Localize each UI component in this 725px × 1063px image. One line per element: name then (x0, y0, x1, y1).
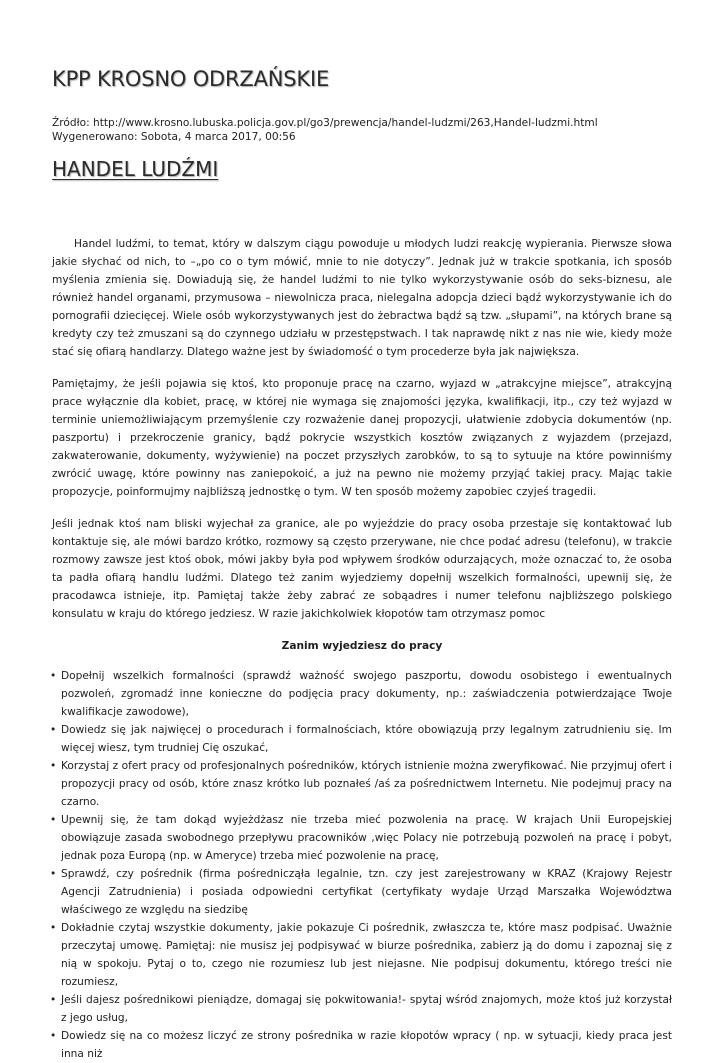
list-item-text: Jeśli dajesz pośrednikowi pieniądze, domagaj się pokwitowania!- spytaj wśród znajomych, może ktoś już korzystał z jego usług, (61, 994, 672, 1024)
generated-line: Wygenerowano: Sobota, 4 marca 2017, 00:56 (52, 131, 296, 143)
site-title: KPP KROSNO ODRZAŃSKIE (52, 67, 330, 91)
list-item (52, 811, 672, 865)
list-item-text: Dokładnie czytaj wszystkie dokumenty, jakie pokazuje Ci pośrednik, zwłaszcza te, które masz podpisać. Uważnie przeczytaj umowę. Pamiętaj: nie musisz jej podpisywać w biurze pośrednika, zabierz ją do domu i zapoznaj się z nią w spokoju. Pytaj o to, czego nie rozumiesz lub jest niejasne. Nie podpisuj dokumentu, którego treści nie rozumiesz, (61, 922, 672, 988)
article-title: HANDEL LUDŹMI (52, 157, 219, 181)
tips-list (52, 667, 672, 1063)
bullet-icon: • (50, 760, 57, 772)
list-item-text: Upewnij się, że tam dokąd wyjeżdżasz nie trzeba mieć pozwolenia na pracę. W krajach Unii Europejskiej obowiązuje zasada swobodnego przepływu pracowników ,więc Polacy nie potrzebują pozwoleń na pracę i pobyt, jednak poza Europą (np. w Ameryce) trzeba mieć pozwolenie na pracę, (61, 814, 672, 862)
bullet-icon: • (50, 922, 57, 934)
bullet-icon: • (50, 670, 57, 682)
bullet-icon: • (50, 724, 57, 736)
list-item (52, 667, 672, 721)
source-line: Źródło: http://www.krosno.lubuska.policja.gov.pl/go3/prewencja/handel-ludzmi/263,Handel-ludzmi.html (52, 117, 598, 129)
bullet-icon: • (50, 1030, 57, 1042)
list-item (52, 757, 672, 811)
list-item (52, 1027, 672, 1063)
bullet-icon: • (50, 814, 57, 826)
list-item-text: Dowiedz się jak najwięcej o procedurach i formalnościach, które obowiązują przy legalnym zatrudnieniu się. Im więcej wiesz, tym trudniej Cię oszukać, (61, 724, 672, 754)
list-item (52, 919, 672, 991)
list-item-text: Sprawdź, czy pośrednik (firma pośrednicząła legalnie, tzn. czy jest zarejestrowany w KRAZ (Krajowy Rejestr Agencji Zatrudnienia) i posiada odpowiedni certyfikat (certyfikaty wydaje Urząd Marszałka Województwa właściwego ze względu na siedzibę (61, 868, 672, 916)
bullet-icon: • (50, 868, 57, 880)
list-item (52, 721, 672, 757)
list-item-text: Korzystaj z ofert pracy od profesjonalnych pośredników, których istnienie można zweryfikować. Nie przyjmuj ofert i propozycji pracy od osób, które znasz krótko lub poznałeś /aś za pośrednictwem Internetu. Nie podejmuj pracy na czarno. (61, 760, 672, 808)
section-heading: Zanim wyjedziesz do pracy (281, 640, 443, 652)
list-item-text: Dopełnij wszelkich formalności (sprawdź ważność swojego paszportu, dowodu osobistego i ewentualnych pozwoleń, zgromadź inne konieczne do podjęcia pracy dokumenty, np.: zaświadczenia potwierdzające Twoje kwalifikacje zawodowe), (61, 670, 672, 718)
document-meta (52, 116, 598, 144)
paragraph-contact-loss: Jeśli jednak ktoś nam bliski wyjechał za granice, ale po wyjeździe do pracy osoba przestaje się kontaktować lub kontaktuje się, ale mówi bardzo krótko, rozmowy są często przerywane, nie chce podać adresu (telefonu), w trakcie rozmowy zawsze jest ktoś obok, mówi jakby była pod wpływem środków odurzających, może oznaczać to, że osoba ta padła ofiarą handlu ludźmi. Dlatego też zanim wyjedziemy dopełnij wszelkich formalności, upewnij się, że pracodawca istnieje, itp. Pamiętaj także żeby zabrać ze sobąadres i numer telefonu najbliższego polskiego konsulatu w kraju do którego jedziesz. W razie jakichkolwiek kłopotów tam otrzymasz pomoc (52, 518, 672, 620)
article-body (52, 235, 672, 1063)
paragraph-intro: Handel ludźmi, to temat, który w dalszym ciągu powoduje u młodych ludzi reakcję wypierania. Pierwsze słowa jakie słychać od nich, to –„po co o tym mówić, mnie to nie dotyczy”. Jednak już w trakcie spotkania, ich sposób myślenia zmienia się. Dowiadują się, że handel ludźmi to nie tylko wykorzystywanie osób do seks-biznesu, ale również handel organami, przymusowa – niewolnicza praca, nielegalna adopcja dzieci bądź wykorzystywanie ich do pornografii dziecięcej. Wiele osób wykorzystywanych jest do żebractwa bądź są tzw. „słupami”, na których brane są kredyty czy też zmuszani są do czynnego udziału w przestępstwach. I tak naprawdę nikt z nas nie wie, kiedy może stać się ofiarą handlarzy. Dlatego ważne jest by świadomość o tym procederze była jak największa. (52, 238, 672, 358)
list-item (52, 991, 672, 1027)
list-item (52, 865, 672, 919)
bullet-icon: • (50, 994, 57, 1006)
list-item-text: Dowiedz się na co możesz liczyć ze strony pośrednika w razie kłopotów wpracy ( np. w sytuacji, kiedy praca jest inna niż (61, 1030, 672, 1060)
paragraph-warning-signs: Pamiętajmy, że jeśli pojawia się ktoś, kto proponuje pracę na czarno, wyjazd w „atrakcyjne miejsce”, atrakcyjną prace wyłącznie dla kobiet, pracę, w której nie wymaga się znajomości języka, kwalifikacji, itp., czy też wyjazd w terminie uniemożliwiającym przemyślenie czy rozważenie danej propozycji, ułatwienie zdobycia dokumentów (np. paszportu) i przekroczenie granicy, bądź pokrycie wszystkich kosztów związanych z wyjazdem (przejazd, zakwaterowanie, dokumenty, wyżywienie) na poczet przyszłych zarobków, to są to sytuuje na które powinniśmy zwrócić uwagę, które powinny nas zaniepokoić, a już na pewno nie możemy przyjąć takiej pracy. Mając takie propozycje, poinformujmy najbliższą jednostkę o tym. W ten sposób możemy zapobiec czyjeś tragedii. (52, 378, 672, 498)
